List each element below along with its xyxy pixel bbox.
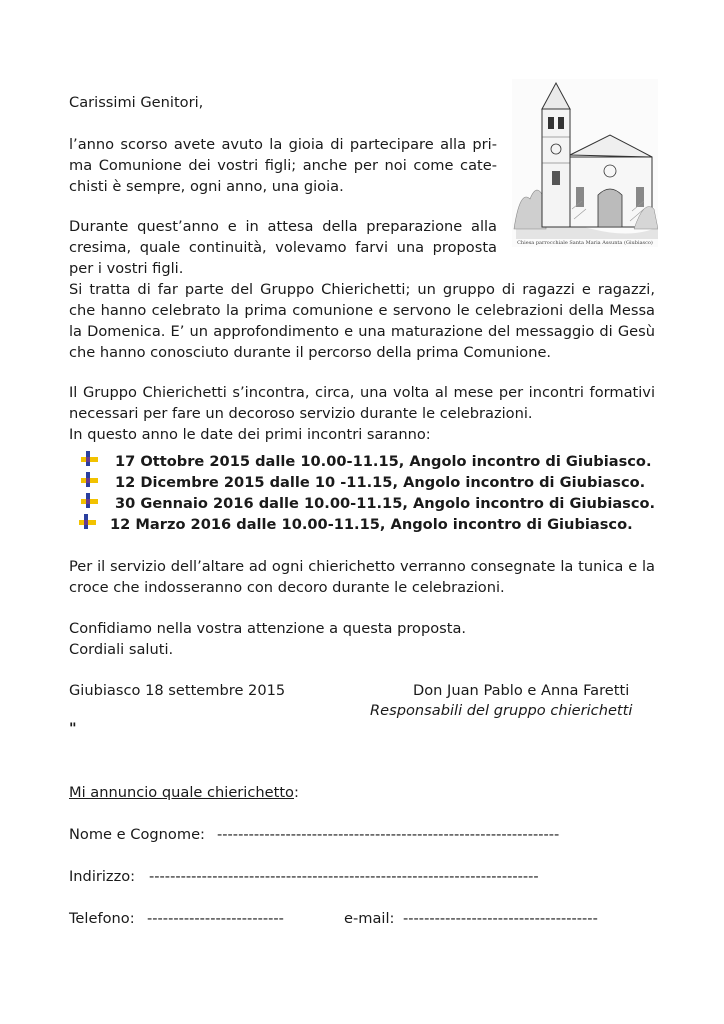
address-label: Indirizzo: — [69, 868, 136, 885]
bullet-icon — [80, 471, 100, 489]
para2-line3: per i vostri figli. — [69, 260, 184, 277]
para2-line6: la Domenica. E’ un approfondimento e una maturazione del messaggio di Gesù — [69, 323, 655, 340]
para2-line4: Si tratta di far parte del Gruppo Chierichetti; un gruppo di ragazzi e ragazzi, — [69, 281, 655, 298]
para3-line1: Il Gruppo Chierichetti s’incontra, circa, una volta al mese per incontri formativi — [69, 384, 655, 401]
para2-line5: che hanno celebrato la prima comunione e servono le celebrazioni della Messa — [69, 302, 655, 319]
para1-line1: l’anno scorso avete avuto la gioia di partecipare alla pri- — [69, 136, 497, 153]
place-date: Giubiasco 18 settembre 2015 — [69, 682, 286, 699]
para4-line2: croce che indosseranno con decoro durante le celebrazioni. — [69, 579, 505, 596]
bullet-icon — [78, 513, 98, 531]
phone-label: Telefono: — [69, 910, 135, 927]
para2-line7: che hanno conosciuto durante il percorso della prima Comunione. — [69, 344, 552, 361]
bullet-icon — [80, 450, 100, 468]
signers: Don Juan Pablo e Anna Faretti — [413, 682, 630, 699]
para3-line3: In questo anno le date dei primi incontri saranno: — [69, 426, 431, 443]
church-illustration — [512, 79, 658, 247]
signers-role: Responsabili del gruppo chierichetti — [370, 702, 633, 719]
para2-line2: cresima, quale continuità, volevamo farvi una proposta — [69, 239, 497, 256]
stray-mark: " — [69, 720, 77, 737]
form-heading-colon: : — [294, 784, 299, 801]
address-field[interactable]: -------------------------------------------------------------------------- — [149, 868, 539, 885]
para3-line2: necessari per fare un decoroso servizio durante le celebrazioni. — [69, 405, 533, 422]
name-field[interactable]: ----------------------------------------------------------------- — [217, 826, 560, 843]
date-item-4: 12 Marzo 2016 dalle 10.00-11.15, Angolo incontro di Giubiasco. — [110, 516, 633, 533]
name-label: Nome e Cognome: — [69, 826, 205, 843]
email-label: e-mail: — [344, 910, 395, 927]
date-item-3: 30 Gennaio 2016 dalle 10.00-11.15, Angolo incontro di Giubiasco. — [115, 495, 656, 512]
para1-line3: chisti è sempre, ogni anno, una gioia. — [69, 178, 344, 195]
phone-field[interactable]: -------------------------- — [147, 910, 284, 927]
para2-line1: Durante quest’anno e in attesa della preparazione alla — [69, 218, 497, 235]
greeting: Carissimi Genitori, — [69, 94, 204, 111]
date-item-2: 12 Dicembre 2015 dalle 10 -11.15, Angolo incontro di Giubiasco. — [115, 474, 646, 491]
form-heading-text: Mi annuncio quale chierichetto — [69, 784, 294, 801]
date-item-1: 17 Ottobre 2015 dalle 10.00-11.15, Angolo incontro di Giubiasco. — [115, 453, 652, 470]
para1-line2: ma Comunione dei vostri figli; anche per noi come cate- — [69, 157, 497, 174]
bullet-icon — [80, 492, 100, 510]
closing-line2: Cordiali saluti. — [69, 641, 174, 658]
email-field[interactable]: ------------------------------------- — [403, 910, 598, 927]
image-caption: Chiesa parrocchiale Santa Maria Assunta (Giubiasco) — [517, 240, 653, 246]
form-heading — [69, 782, 299, 803]
para4-line1: Per il servizio dell’altare ad ogni chierichetto verranno consegnate la tunica e la — [69, 558, 655, 575]
closing-line1: Confidiamo nella vostra attenzione a questa proposta. — [69, 620, 467, 637]
